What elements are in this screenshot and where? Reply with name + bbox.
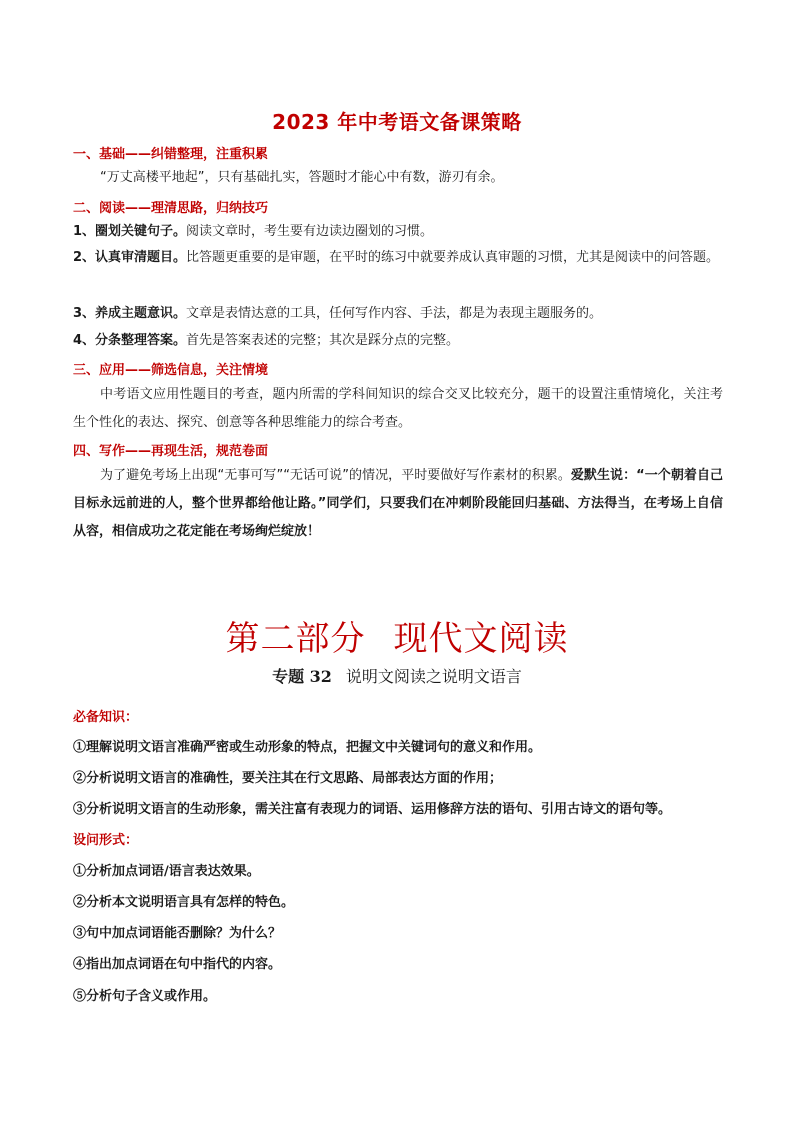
knowledge-item: ①理解说明文语言准确严密或生动形象的特点，把握文中关键词句的意义和作用。 [73,740,542,755]
knowledge-item: ③分析说明文语言的生动形象，需关注富有表现力的词语、运用修辞方法的语句、引用古诗文的语句等。 [73,802,672,817]
part-title-left: 第二部分 [225,619,366,659]
section-heading-reading: 二、阅读——理清思路，归纳技巧 [73,201,269,216]
question-form-item: ③句中加点词语能否删除？为什么？ [73,926,282,941]
knowledge-label: 必备知识： [73,710,139,725]
reading-point-lead: 3、养成主题意识。 [73,306,187,321]
knowledge-item: ②分析说明文语言的准确性，要关注其在行文思路、局部表达方面的作用； [73,771,503,786]
reading-point-4 [73,327,723,355]
part-title-right: 现代文阅读 [393,619,569,659]
reading-point-1 [73,218,723,246]
reading-point-text: 首先是答案表述的完整；其次是踩分点的完整。 [186,333,460,348]
reading-point-lead: 1、圈划关键句子。 [73,224,187,239]
section-body-basics: “万丈高楼平地起”，只有基础扎实，答题时才能心中有数，游刃有余。 [100,170,504,185]
section-body-application: 中考语文应用性题目的考查，题内所需的学科间知识的综合交叉比较充分，题干的设置注重情境化，关注考生个性化的表达、探究、创意等各种思维能力的综合考查。 [73,387,723,430]
section-heading-writing: 四、写作——再现生活，规范卷面 [73,444,269,459]
reading-point-3 [73,300,723,328]
question-form-item: ②分析本文说明语言具有怎样的特色。 [73,895,295,910]
section-body-writing [73,462,723,546]
section-heading-application: 三、应用——筛选信息，关注情境 [73,363,269,378]
reading-point-2 [73,244,723,272]
reading-point-lead: 2、认真审清题目。 [73,250,187,265]
topic-number: 专题 32 [272,667,332,686]
document-title: 2023 年中考语文备课策略 [272,110,522,134]
question-form-item: ⑤分析句子含义或作用。 [73,989,217,1004]
reading-point-text: 比答题更重要的是审题，在平时的练习中就要养成认真审题的习惯，尤其是阅读中的问答题。 [186,250,720,265]
part-title [0,611,794,660]
question-form-item: ④指出加点词语在句中指代的内容。 [73,957,282,972]
reading-point-lead: 4、分条整理答案。 [73,333,187,348]
question-form-label: 设问形式： [73,833,139,848]
question-form-item: ①分析加点词语/语言表达效果。 [73,864,260,879]
reading-point-text: 文章是表情达意的工具，任何写作内容、手法，都是为表现主题服务的。 [186,306,603,321]
writing-body-bold: 爱默生说：“一个朝着自己目标永远前进的人，整个世界都给他让路。”同学们，只要我们在冲刺阶段能回归基础、方法得当，在考场上自信从容，相信成功之花定能在考场绚烂绽放！ [73,468,723,539]
section-heading-basics: 一、基础——纠错整理，注重积累 [73,147,269,162]
topic-subtitle [0,664,794,687]
reading-point-text: 阅读文章时，考生要有边读边圈划的习惯。 [186,224,434,239]
topic-name: 说明文阅读之说明文语言 [345,667,522,686]
writing-body-normal: 为了避免考场上出现“无事可写”“无话可说”的情况，平时要做好写作素材的积累。 [100,468,571,483]
